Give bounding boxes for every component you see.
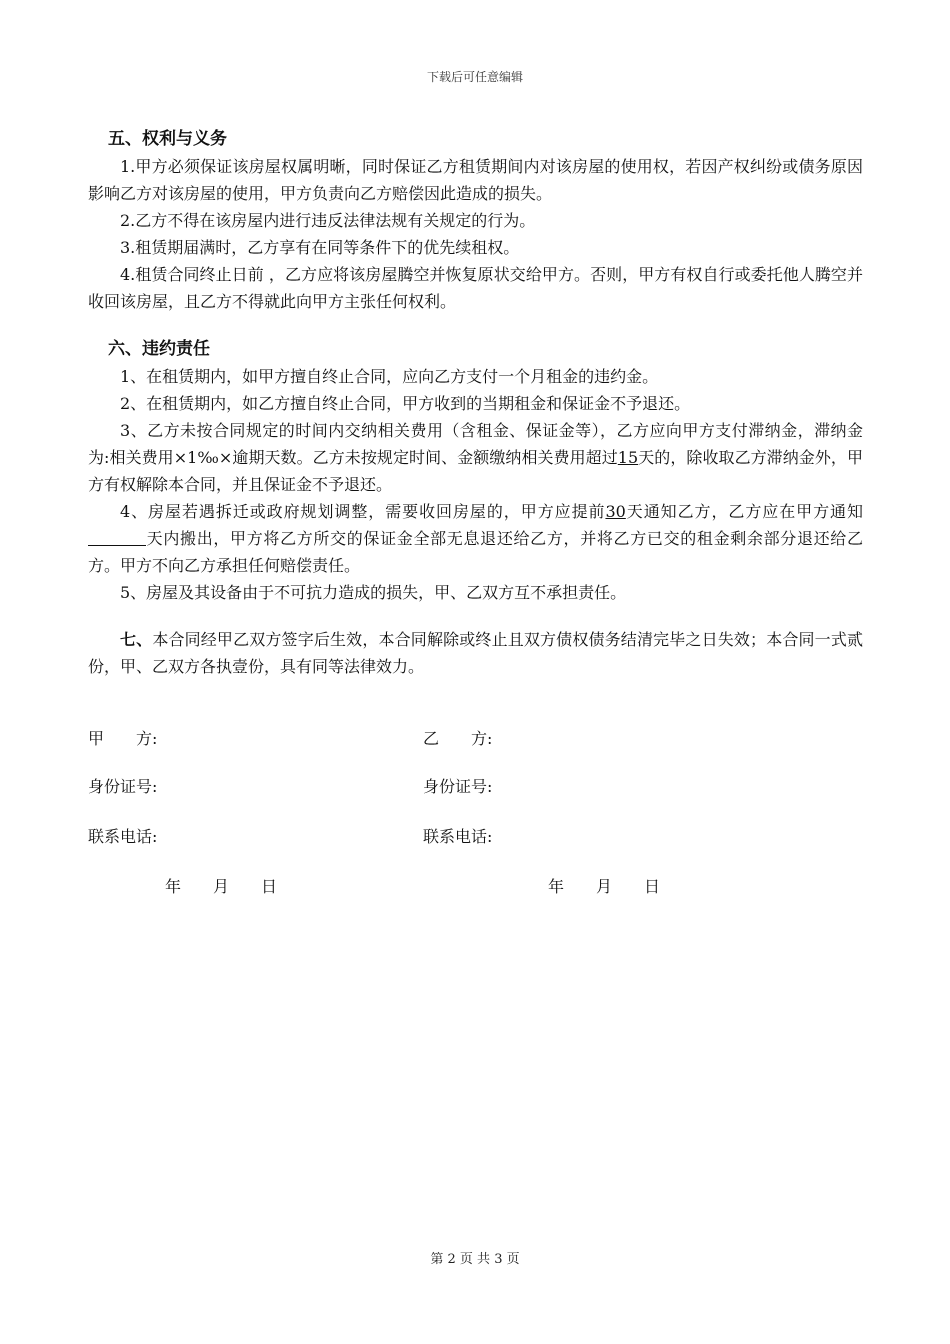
section-6-clause-1: 1、在租赁期内，如甲方擅自终止合同，应向乙方支付一个月租金的违约金。 xyxy=(120,367,659,386)
party-a-date: 年 月 日 xyxy=(165,877,278,896)
late-days-value: 15 xyxy=(617,448,639,467)
section-5-clause-4: 4.租赁合同终止日前 ，乙方应将该房屋腾空并恢复原状交给甲方。否则，甲方有权自行或委托他人腾空并收回该房屋，且乙方不得就此向甲方主张任何权利。 xyxy=(88,265,863,311)
section-5-clause-1: 1.甲方必须保证该房屋权属明晰，同时保证乙方租赁期间内对该房屋的使用权，若因产权纠纷或债务原因影响乙方对该房屋的使用，甲方负责向乙方赔偿因此造成的损失。 xyxy=(88,157,863,203)
page-number: 第 2 页 共 3 页 xyxy=(430,1252,520,1267)
party-b-phone-label: 联系电话: xyxy=(423,827,493,846)
move-out-days-blank xyxy=(88,529,146,546)
party-b-id-label: 身份证号: xyxy=(423,777,493,796)
clause-4-text-a: 4、房屋若遇拆迁或政府规划调整，需要收回房屋的，甲方应提前 xyxy=(120,502,606,521)
section-5-clause-3: 3.租赁期届满时，乙方享有在同等条件下的优先续租权。 xyxy=(120,238,520,257)
party-a-label: 甲 方: xyxy=(88,729,158,748)
section-7-title: 七、 xyxy=(120,630,153,649)
party-b-date: 年 月 日 xyxy=(548,877,661,896)
clause-4-text-b: 天通知乙方，乙方应在甲方通知 xyxy=(625,502,863,521)
section-5-clause-2: 2.乙方不得在该房屋内进行违反法律法规有关规定的行为。 xyxy=(120,211,536,230)
page-header: 下载后可任意编辑 xyxy=(426,70,523,84)
party-b-label: 乙 方: xyxy=(423,729,493,748)
section-7-clause xyxy=(88,626,863,680)
clause-3-text-a: 3、乙方未按合同规定的时间内交纳相关费用（含租金、保证金等），乙方应向甲方支付滞纳金，滞纳金为:相关费用×1‰×逾期天数。乙方未按规定时间、金额缴纳相关费用超过 xyxy=(88,421,863,467)
section-6-title: 六、违约责任 xyxy=(108,339,210,359)
contract-body xyxy=(88,125,863,680)
section-6-clause-2: 2、在租赁期内，如乙方擅自终止合同，甲方收到的当期租金和保证金不予退还。 xyxy=(120,394,691,413)
section-6-clause-5: 5、房屋及其设备由于不可抗力造成的损失，甲、乙双方互不承担责任。 xyxy=(120,583,627,602)
section-6-clause-4 xyxy=(88,498,863,579)
section-7-text: 本合同经甲乙双方签字后生效，本合同解除或终止且双方债权债务结清完毕之日失效；本合同一式贰份，甲、乙双方各执壹份，具有同等法律效力。 xyxy=(88,630,863,676)
party-a-phone-label: 联系电话: xyxy=(88,827,158,846)
clause-3-text-b: 天的，除收取乙方滞纳金外，甲方有权解除本合同，并且保证金不予退还。 xyxy=(88,448,863,494)
spacer xyxy=(88,315,863,335)
clause-4-text-c: 天内搬出，甲方将乙方所交的保证金全部无息退还给乙方，并将乙方已交的租金剩余部分退还给乙方。甲方不向乙方承担任何赔偿责任。 xyxy=(88,529,863,575)
notice-days-value: 30 xyxy=(605,502,626,521)
section-6-clause-3 xyxy=(88,417,863,498)
party-a-id-label: 身份证号: xyxy=(88,777,158,796)
section-5-title: 五、权利与义务 xyxy=(108,129,227,149)
spacer xyxy=(88,606,863,626)
